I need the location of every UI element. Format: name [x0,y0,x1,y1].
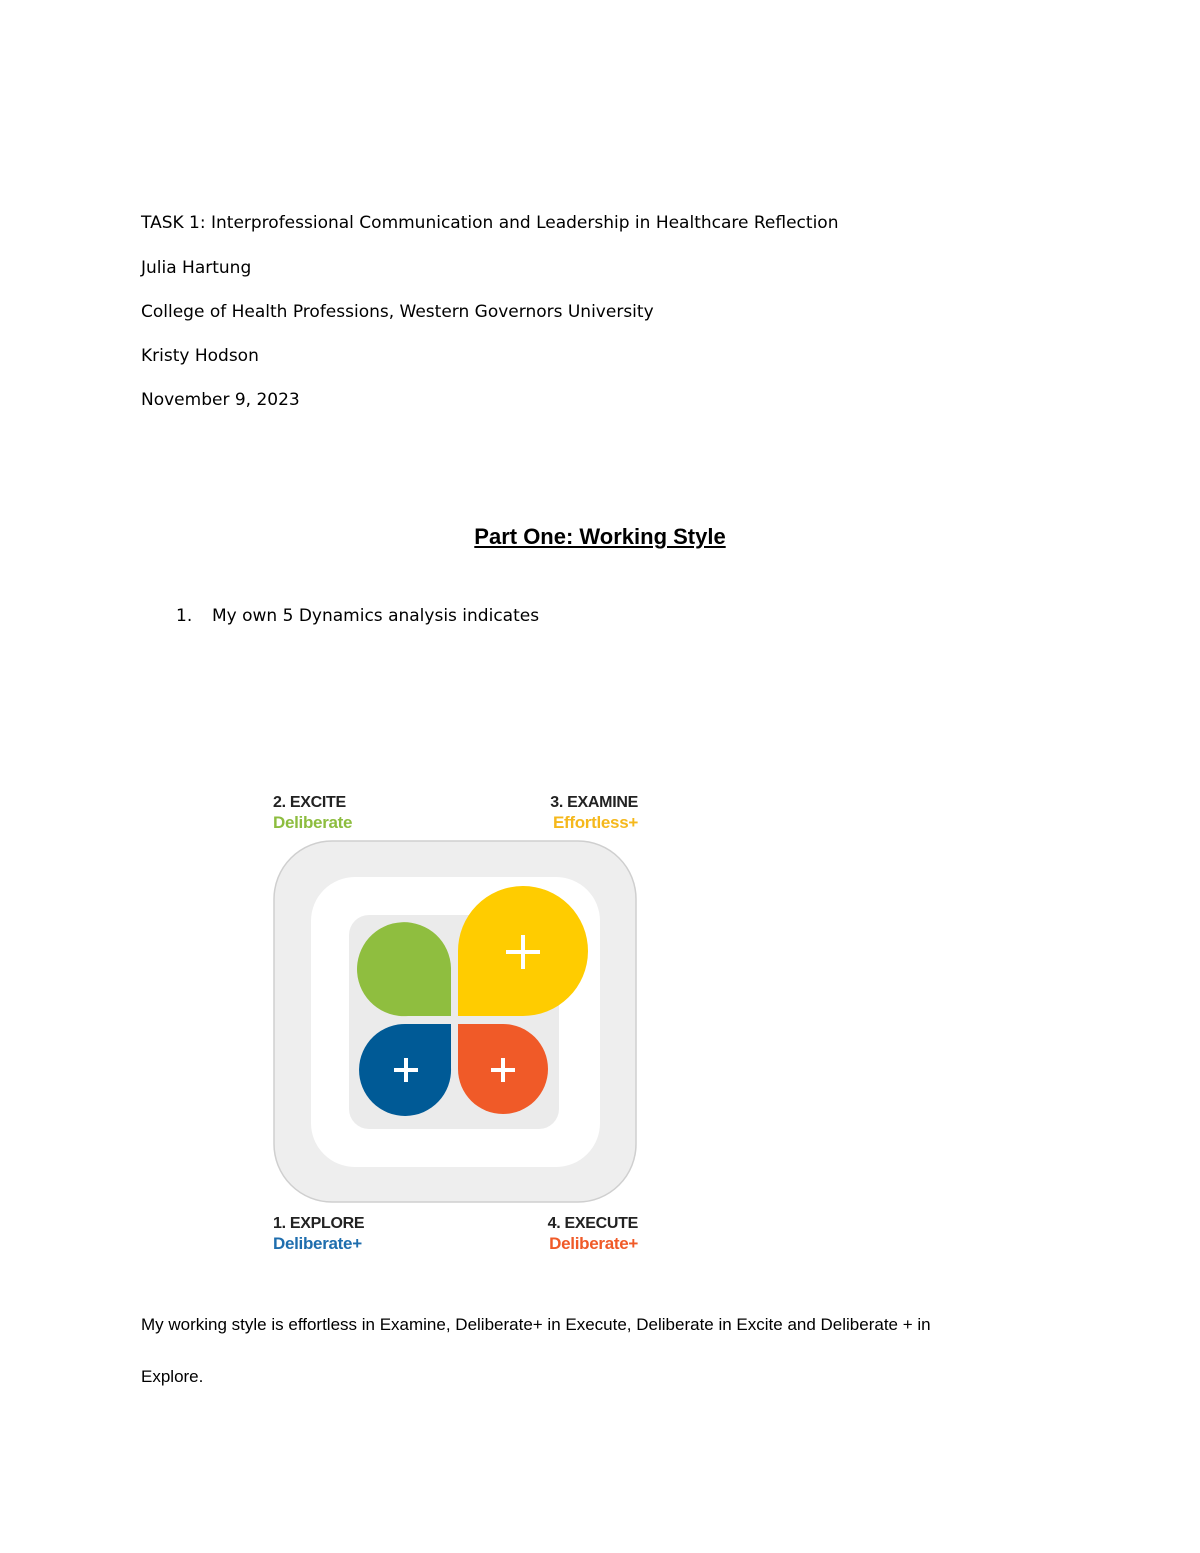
examine-level: Effortless+ [552,813,638,832]
excite-petal [357,922,451,1016]
task-title: TASK 1: Interprofessional Communication and Leadership in Healthcare Reflection [141,213,839,233]
quadrant-label-explore [273,1214,364,1254]
explore-level: Deliberate+ [273,1234,362,1253]
excite-level: Deliberate [273,813,353,832]
list-item-text: My own 5 Dynamics analysis indicates [212,606,540,626]
instructor-name: Kristy Hodson [141,346,259,366]
institution: College of Health Professions, Western Governors University [141,302,654,322]
author-name: Julia Hartung [141,258,252,278]
list-number: 1. [176,606,193,626]
section-heading: Part One: Working Style [474,524,726,549]
document-date: November 9, 2023 [141,390,300,410]
examine-title: 3. EXAMINE [550,794,638,811]
summary-paragraph-line-2: Explore. [141,1367,204,1386]
explore-title: 1. EXPLORE [273,1215,365,1232]
quadrant-label-execute [498,1214,638,1254]
excite-title: 2. EXCITE [273,794,346,811]
execute-level: Deliberate+ [549,1234,638,1253]
execute-title: 4. EXECUTE [547,1215,638,1232]
summary-paragraph-line-1: My working style is effortless in Examine, Deliberate+ in Execute, Deliberate in Excite and Deliberate + in [141,1315,931,1334]
